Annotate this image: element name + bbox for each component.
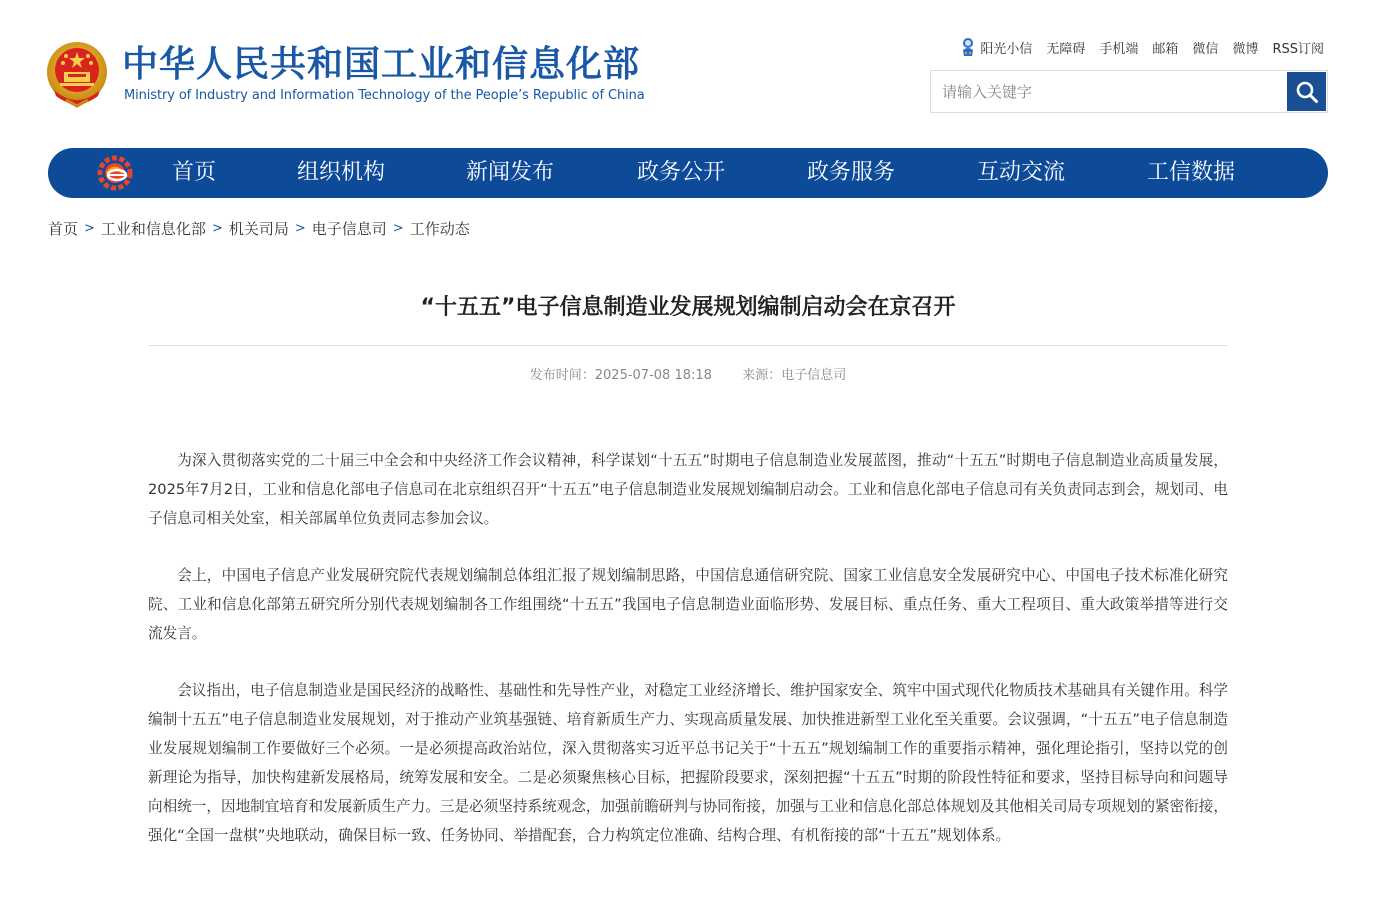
nav-item-data[interactable]: 工信数据 [1147,160,1236,185]
nav-item-home[interactable]: 首页 [172,160,217,185]
article-meta [148,364,1228,383]
breadcrumb-separator: > [211,221,223,236]
breadcrumb-separator: > [392,221,404,236]
site-subtitle: Ministry of Industry and Information Technology of the People’s Republic of China [124,88,645,103]
top-link-accessibility[interactable]: 无障碍 [1046,41,1086,57]
top-link-sunlight[interactable] [960,37,1032,57]
miit-logo-icon [96,153,134,193]
nav-item-government-affairs[interactable]: 政务公开 [637,160,726,185]
top-link-label: 阳光小信 [980,41,1033,57]
nav-item-organization[interactable]: 组织机构 [297,160,386,185]
search-button[interactable] [1287,72,1326,111]
top-links [960,37,1324,57]
top-link-weibo[interactable]: 微博 [1232,41,1259,57]
nav-item-interaction[interactable]: 互动交流 [977,160,1066,185]
robot-icon [960,37,976,57]
search-input[interactable] [931,71,1287,112]
breadcrumb-separator: > [84,221,95,236]
breadcrumb-ministry[interactable]: 工业和信息化部 [100,220,206,238]
search-box [930,70,1328,113]
article-title: “十五五”电子信息制造业发展规划编制启动会在京召开 [420,295,956,320]
breadcrumb-separator: > [294,221,306,236]
article-paragraph: 会上，中国电子信息产业发展研究院代表规划编制总体组汇报了规划编制思路，中国信息通信研究院、国家工业信息安全发展研究中心、中国电子技术标准化研究院、工业和信息化部第五研究所分别代表规划编制各工作组围绕“十五五”我国电子信息制造业面临形势、发展目标、重点任务、重大工程项目、重大政策举措等进行交流发言。 [148,567,1228,642]
article-paragraph: 为深入贯彻落实党的二十届三中全会和中央经济工作会议精神，科学谋划“十五五”时期电子信息制造业发展蓝图，推动“十五五”时期电子信息制造业高质量发展，2025年7月2日，工业和信息化部电子信息司在北京组织召开“十五五”电子信息制造业发展规划编制启动会。工业和信息化部电子信息司有关负责同志到会，规划司、电子信息司相关处室，相关部属单位负责同志参加会议。 [148,452,1228,527]
breadcrumb-departments[interactable]: 机关司局 [228,220,289,238]
top-link-mail[interactable]: 邮箱 [1152,41,1179,57]
article-paragraph: 会议指出，电子信息制造业是国民经济的战略性、基础性和先导性产业，对稳定工业经济增长、维护国家安全、筑牢中国式现代化物质技术基础具有关键作用。科学编制十五五”电子信息制造业发展规划，对于推动产业筑基强链、培育新质生产力、实现高质量发展、加快推进新型工业化至关重要。会议强调，“十五五”电子信息制造业发展规划编制工作要做好三个必须。一是必须提高政治站位，深入贯彻落实习近平总书记关于“十五五”规划编制工作的重要指示精神，强化理论指引，坚持以党的创新理论为指导，加快构建新发展格局，统筹发展和安全。二是必须聚焦核心目标，把握阶段要求，深刻把握“十五五”时期的阶段性特征和要求，坚持目标导向和问题导向相统一，因地制宜培育和发展新质生产力。三是必须坚持系统观念，加强前瞻研判与协同衔接，加强与工业和信息化部总体规划及其他相关司局专项规划的紧密衔接，强化“全国一盘棋”央地联动，确保目标一致、任务协同、举措配套，合力构筑定位准确、结构合理、有机衔接的部“十五五”规划体系。 [148,682,1228,844]
site-header [0,0,1378,140]
publish-time: 2025-07-08 18:18 [594,368,712,383]
source-label: 来源： [742,368,782,383]
nav-item-news[interactable]: 新闻发布 [466,160,555,185]
nav-item-government-services[interactable]: 政务服务 [807,160,896,185]
top-link-mobile[interactable]: 手机端 [1099,41,1139,57]
site-title[interactable]: 中华人民共和国工业和信息化部 [122,44,641,85]
source-value: 电子信息司 [781,368,847,383]
breadcrumb [48,218,470,239]
breadcrumb-home[interactable]: 首页 [48,220,79,238]
top-link-rss[interactable]: RSS订阅 [1272,41,1324,57]
top-link-wechat[interactable]: 微信 [1192,41,1219,57]
search-icon [1295,80,1319,104]
breadcrumb-electronics-dept[interactable]: 电子信息司 [311,220,387,238]
title-divider [148,345,1228,346]
breadcrumb-work-updates[interactable]: 工作动态 [409,220,470,238]
national-emblem-icon[interactable] [46,40,108,108]
article-content [148,446,1228,878]
publish-time-label: 发布时间： [529,368,595,383]
